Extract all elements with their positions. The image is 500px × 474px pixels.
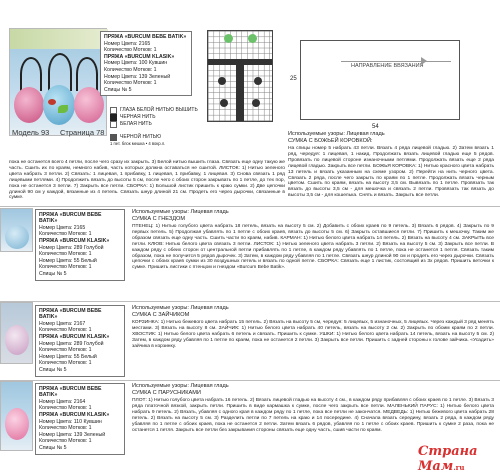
pattern-heading-middle: Используемые узоры: Лицевая гладь <box>132 209 229 215</box>
section-title-bunny: СУМКА С ЗАЙЧИКОМ <box>132 312 190 318</box>
parachute-bag-photo <box>0 381 33 451</box>
pattern-heading-bunny: Используемые узоры: Лицевая гладь <box>132 305 229 311</box>
yarn-spec-box-bunny: ПРЯЖА «BURCUM BEBE BATIK» Номер Цвета: 2167 Количество Мотков: 1 ПРЯЖА «BURCUM KLASIK» Номер Цвета: 289 Голубой Количество Мотков: 1 Номер Цвета: 55 Белый Количество Мотков: 1 Спицы № 5 <box>35 305 125 377</box>
bunny-bag-photo <box>0 302 33 364</box>
site-watermark: Страна Мам.ru <box>418 444 478 474</box>
parachute-instructions: ПЛОТ: 1) Нитью голубого цвета набрать 16 петель. 2) Вязать лицевой гладью на высоту 4 см., в каждом ряду прибавляя с обоих краев по 1 петле. 3) Вязать 3 ряда платочной вязкой, закрыть петли. Пришить в виде кармашка к сумке, после чего закрыть все петли. МАЛЕНЬКИЙ ПАРУС: 1) Нитью белого цвета набрать 9 петель. 2) Вязать, убавляя с одного края в каждом ряду по 1 петле, пока все петли не закончатся. МЕДВЕДЬ: 1) Нитью бежевого цвета набрать 28 петель. 2) Вязать на высоту 5 см. 3) Разделить петли по 7 петель на краю и 14 посередине. 4) Сначала вязать середину, вязать 2 ряда, в каждом ряду убавляя по 1 петле с обоих краев, пока не останется 2 петли. Затем вязать 6 рядов, убавляя по 1 петле с обоих краев. Пришить к сумке 2 раза, пока не останется 1 петля. Закрыть все петли без закрывания стороны связать еще одну часть, сшив части по краям. <box>132 398 494 433</box>
section-title-nest: СУМКА С ГНЕЗДОМ <box>132 216 186 222</box>
ladybug-instructions-cont: пока не останется всего 4 петли, после чего сразу их закрыть. 3) Белой нитью вышить глаза. Связать еще одну такую же часть. Сшить их по краям, немного набив, часть которых должна оставаться не сшитой. ЛИСТОК: 1) Нитью зеленого цвета набрать 3 петли. 2) Связать: 1 лицевая, 1 прибавку, 1 лицевая, 1 прибавку, 1 лицевая. 3) Снова связать 1 ряд лицевыми петлями. 4) Продолжить вязать до высоты 5 см, после чего с обоих сторон закрывать по 1 петле, до тех пор, пока не останется 3 петли. 7) Закрыть все петли. СБОРКА: 1) Большой листик пришить к краю сумки. 2) Две цепочки длиной 90 см у каждой, вязанные из 4 петель. Связать шнур длиной 21 см. Продеть его через дырочки, связанные в сумке. <box>9 160 285 201</box>
width-dimension-label: 54 <box>372 124 379 130</box>
yarn-spec-box-middle: ПРЯЖА «BURCUM BEBE BATIK» Номер Цвета: 2165 Количество Мотков: 1 ПРЯЖА «BURCUM KLASIK» Номер Цвета: 289 Голубой Количество Мотков: 1 Номер Цвета: 55 Белый Количество Мотков: 1 Спицы № 5 <box>35 209 125 281</box>
ladybug-knitting-chart <box>207 30 273 122</box>
ladybug-bag-photo <box>9 28 107 136</box>
yarn-spec-box-top: ПРЯЖА «BURCUM BEBE BATIK» Номер Цвета: 2165 Количество Мотков: 1 ПРЯЖА «BURCUM KLASIK» Номер Цвета: 100 Кувшин Количество Мотков: 1 Номер Цвета: 139 Зеленый Количество Мотков: 1 Спицы № 5 <box>100 31 192 96</box>
ladybug-instructions: На спицы номер 5 набрать 43 петли. Вязать 4 ряда лицевой гладью. 2) Затем вязать 1 ряд, чередуя: 1 лицевая, 1 накид. Продолжать вязать лицевой гладью еще 5 рядов. Провязать по лицевой стороне изнаночными петлями. Продолжать вязать еще 2 ряда лицевой гладью. Закрыть все петли. БОЖЬЯ КОРОВКА: 1) Нитью красного цвета набрать 13 петель и вязать указанным на схеме узором. 2) Перейти на нить черного цвета. Связать 2 ряда, после чего закрыть по краям по 1 петле. Продолжать вязать черным цветом. Сшить по краям, вязать на высоту 3,5 см. Вывязать по 1 петле. Провязать так вязать до высоты 3,5 см - для мешочка и связать 2 петли. Провязать так вязать до высоты 3,5 см - для кошелька. Снять и вязать. Закрыть все петли. <box>288 146 494 199</box>
nest-bag-photo <box>0 208 33 252</box>
chart-legend: ГЛАЗА БЕЛОЙ НИТЬЮ ВЫШИТЬ ЧЕРНАЯ НИТЬ БЕЛАЯ НИТЬ ЧЕРНОЙ НИТЬЮ 1 пет. блок мешка • 4 вокр.л. <box>110 107 198 146</box>
model-caption: Модель 93 <box>12 128 50 137</box>
direction-label: НАПРАВЛЕНИЕ ВВЯЗАНИЯ <box>351 63 424 69</box>
section-title-parachute: СУМКА С ПАРУСНИКАМИ <box>132 390 201 396</box>
yarn-spec-box-parachute: ПРЯЖА «BURCUM BEBE BATIK» Номер Цвета: 2164 Количество Мотков: 1 ПРЯЖА «BURCUM KLASIK» Номер Цвета: 110 Кувшин Количество Мотков: 1 Номер Цвета: 139 Зеленый Количество Мотков: 1 Спицы № 5 <box>35 383 125 455</box>
nest-instructions: ПТЕНЕЦ: 1) Нитью голубого цвета набрать 18 петель, вязать на высоту 5 см. 2) Добавить с обоих краев по 9 петель. 3) Вязать 6 рядов. 4) Закрыть по 9 первых петель. 5) Продолжая убавлять по 1 петле с обоих краев, вязать до высоты 5 см. 6) Закрыть оставшиеся петли. 7) Пришить к мешочку. Таким же образом связать еще одну часть. Сшить части по краям, набив. КАРМАН: 1) Нитью белого цвета набрать 14 петель. 2) Вязать на высоту 4 см. ЗАКРЫТЬ все петли. КЛЮВ: Нитью белого цвета связать 3 петли. ЛИСТОК: 1) Нитью зеленого цвета набрать 3 петли. 2) Вязать на высоту 5 см. 3) Закрыть все петли. В каждом ряду с обеих сторон от центральной петли прибавлять по 1 петле, в каждом ряду убавлять по 1 петле, пока не останется 1 петля. Связать таким образом, пока не получится 5 рядов дырочек. 3) Затем, в каждом ряду убавляя по 1 петле. Связать шнур длиной 90 см и продеть его через дырочки. Связать цепочки с обоих краев сумки из 30 воздушных петель и вязать по одной петле. СБОРКА: Связать еще 1 листик, состоящий из 3х рядов. Пришить веточки к сумке. Пришить листики с птенцом и гнездом «Burcum Bebe Batik». <box>132 224 494 271</box>
page-caption: Страница 78 <box>60 128 105 137</box>
bunny-instructions: КОРЗИНКА: 1) Нитью бежевого цвета набрать 15 петель. 2) Вязать на высоту 5 см, чередуя: 5 лицевых, 5 изнаночных, 5 лицевых. Через каждый 3 ряд менять местами. 3) Вязать на высоту 8 см. ЗАЙЧИК: 1) Нитью белого цвета набрать 40 петель, вязать на высоту 2 см. 2) Закрыть по обоим краям по 2 петли. ХВОСТИК: 1) Нитью белого цвета набрать 6 петель и связать. Пришить к сумке. УШКИ: 1) Нитью белого цвета набрать 14 петель, вязать на высоту 5 см. 2) Затем, в каждом ряду убавляя по 1 петле по краям, пока не останется 2 петли. 3) Закрыть все петли. Пришить с задней стороны к голове зайчика. «Усадить» зайчика в корзинку. <box>132 320 494 349</box>
bag-schematic <box>300 40 460 120</box>
height-dimension-label: 25 <box>290 76 297 82</box>
pattern-heading-parachute: Используемые узоры: Лицевая гладь <box>132 383 229 389</box>
section-title-ladybug: СУМКА С БОЖЬЕЙ КОРОВКОЙ: <box>288 138 373 144</box>
pattern-heading-top: Используемые узоры: Лицевая гладь <box>288 131 385 137</box>
